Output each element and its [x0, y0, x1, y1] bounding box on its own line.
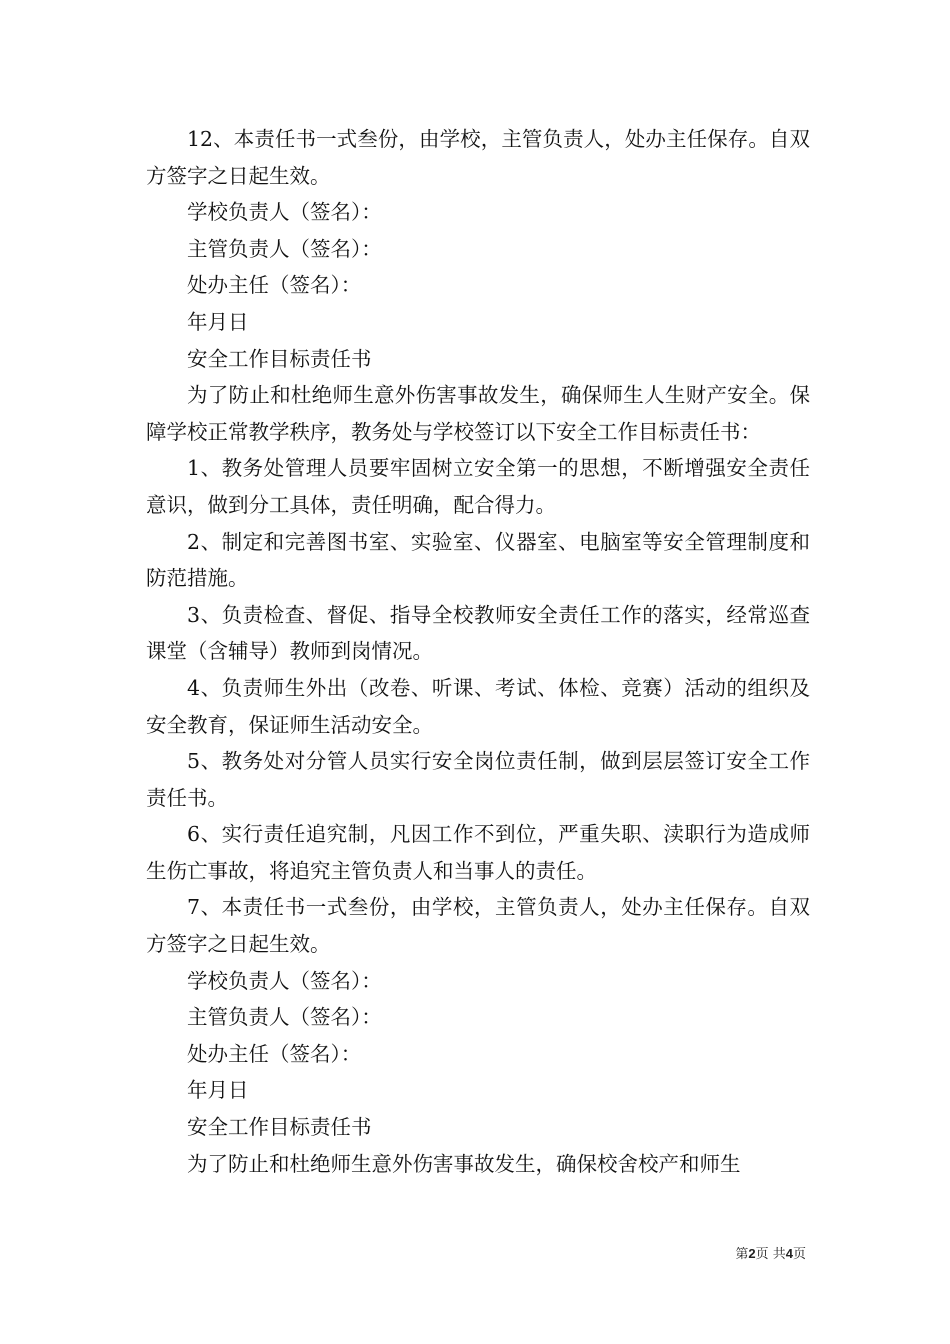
paragraph: 主管负责人（签名）： [187, 1005, 382, 1030]
paragraph: 为了防止和杜绝师生意外伤害事故发生，确保校舍校产和师生 [187, 1151, 741, 1176]
paragraph: 4、负责师生外出（改卷、听课、考试、体检、竞赛）活动的组织及安全教育，保证师生活动安全。 [146, 675, 810, 737]
paragraph: 3、负责检查、督促、指导全校教师安全责任工作的落实，经常巡查课堂（含辅导）教师到岗情况。 [146, 602, 810, 664]
paragraph: 年月日 [187, 1078, 249, 1103]
document-body [146, 121, 810, 1182]
paragraph: 7、本责任书一式叁份，由学校，主管负责人，处办主任保存。自双方签字之日起生效。 [146, 895, 810, 957]
paragraph: 处办主任（签名）： [187, 273, 362, 298]
paragraph: 12、本责任书一式叁份，由学校，主管负责人，处办主任保存。自双方签字之日起生效。 [146, 127, 810, 188]
paragraph: 5、教务处对分管人员实行安全岗位责任制，做到层层签订安全工作责任书。 [146, 749, 810, 810]
footer-middle: 页 共 [755, 1247, 786, 1262]
paragraph: 处办主任（签名）： [187, 1041, 362, 1066]
paragraph: 主管负责人（签名）： [187, 236, 382, 261]
section-title: 安全工作目标责任书 [187, 346, 372, 371]
paragraph: 1、教务处管理人员要牢固树立安全第一的思想，不断增强安全责任意识，做到分工具体，责任明确，配合得力。 [146, 456, 810, 517]
paragraph: 年月日 [187, 309, 249, 334]
footer-prefix: 第 [735, 1247, 749, 1262]
paragraph: 6、实行责任追究制，凡因工作不到位，严重失职、渎职行为造成师生伤亡事故，将追究主管负责人和当事人的责任。 [146, 822, 810, 883]
page-footer [0, 1246, 806, 1263]
paragraph: 为了防止和杜绝师生意外伤害事故发生，确保师生人生财产安全。保障学校正常教学秩序，教务处与学校签订以下安全工作目标责任书： [146, 383, 810, 444]
total-pages-number: 4 [785, 1246, 793, 1261]
footer-suffix: 页 [792, 1247, 806, 1262]
paragraph: 学校负责人（签名）： [187, 968, 382, 993]
section-title: 安全工作目标责任书 [187, 1115, 372, 1140]
current-page-number: 2 [748, 1246, 756, 1261]
paragraph: 2、制定和完善图书室、实验室、仪器室、电脑室等安全管理制度和防范措施。 [146, 529, 810, 591]
paragraph: 学校负责人（签名）： [187, 200, 382, 225]
